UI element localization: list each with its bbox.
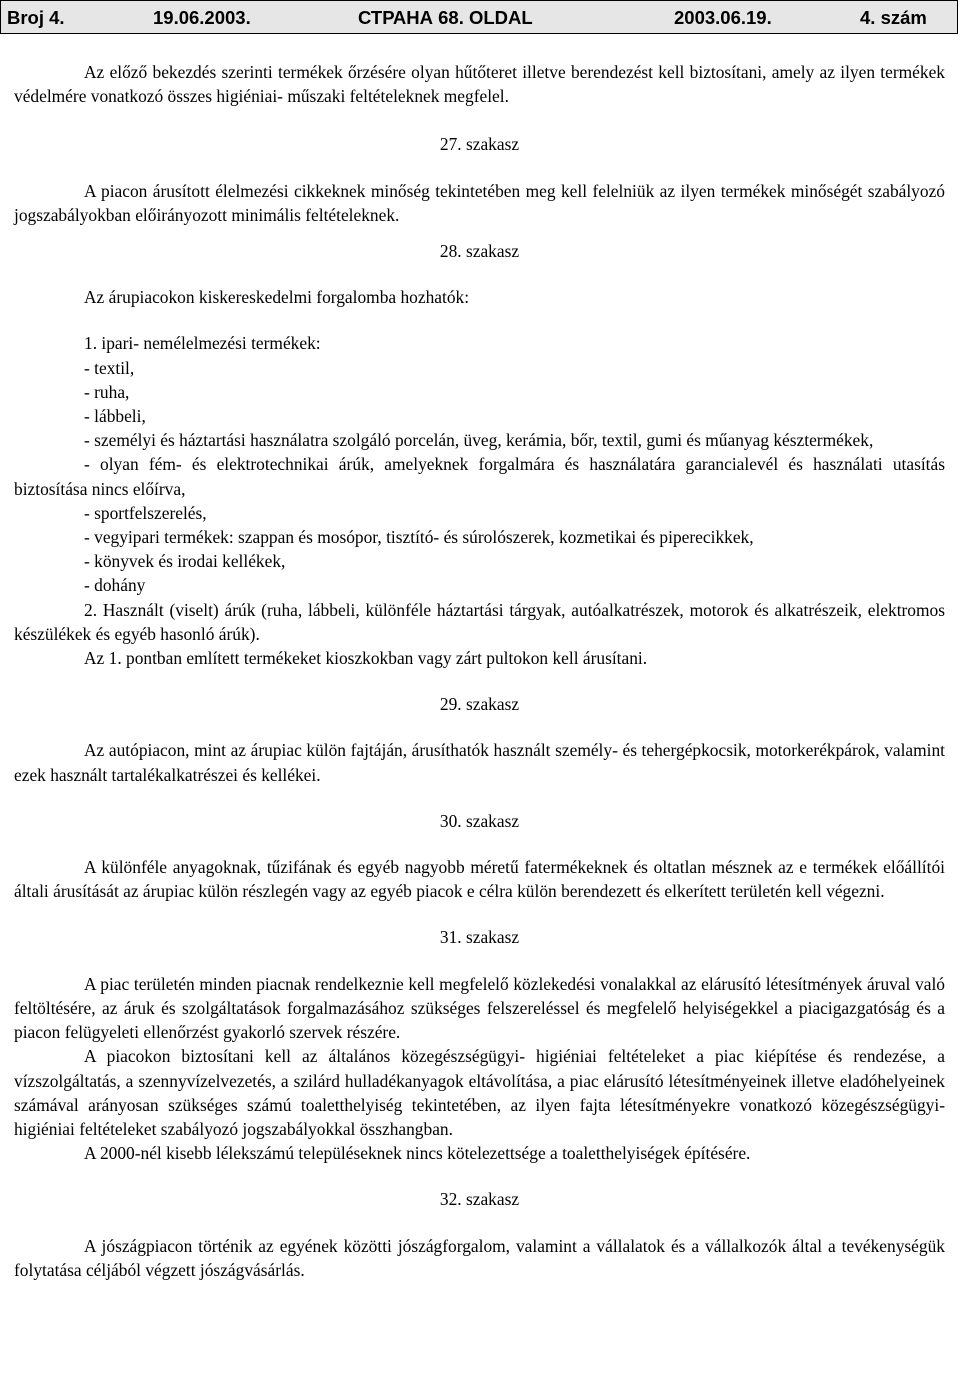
list-item: 2. Használt (viselt) árúk (ruha, lábbeli, különféle háztartási tárgyak, autóalkatrészek, motorok és alkatrészeik, elektromos készülékek és egyéb hasonló árúk). bbox=[14, 599, 945, 644]
paragraph: A különféle anyagoknak, tűzifának és egyéb nagyobb méretű fatermékeknek és oltatlan mésznek az e termékek előállítói általi árusítását az árupiac külön részlegén vagy az egyéb piacok e célra külön berendezett és elkerített területén kell végezni. bbox=[14, 857, 945, 902]
list-item: - olyan fém- és elektrotechnikai árúk, amelyeknek forgalmára és használatára garancialevél és használati utasítás biztosítása nincs előírva, bbox=[14, 454, 945, 499]
list-item: - könyvek és irodai kellékek, bbox=[84, 551, 286, 572]
list-item: - vegyipari termékek: szappan és mosópor, tisztító- és súrolószerek, kozmetikai és piperecikkek, bbox=[84, 527, 754, 548]
list-item: - textil, bbox=[84, 357, 135, 378]
list-item: - ruha, bbox=[84, 381, 130, 402]
document-body bbox=[14, 60, 945, 1282]
paragraph: Az autópiacon, mint az árupiac külön fajtáján, árusíthatók használt személy- és tehergépkocsik, motorkerékpárok, valamint ezek használt tartalékalkatrészei és kellékei. bbox=[14, 740, 945, 785]
section-heading-31: 31. szakasz bbox=[439, 927, 520, 948]
paragraph: A 2000-nél kisebb lélekszámú településeknek nincs kötelezettsége a toaletthelyiségek építésére. bbox=[84, 1143, 751, 1164]
header-issue-number: Broj 4. bbox=[7, 7, 65, 28]
header-date-iso: 2003.06.19. bbox=[674, 7, 772, 28]
page-header bbox=[0, 0, 958, 34]
section-heading-30: 30. szakasz bbox=[439, 810, 520, 831]
paragraph: A piacon árusított élelmezési cikkeknek minőség tekintetében meg kell felelniük az ilyen termékek minőségét szabályozó jogszabályokban előirányozott minimális feltételeknek. bbox=[14, 180, 945, 225]
list-item: - lábbeli, bbox=[84, 406, 146, 427]
section-heading-28: 28. szakasz bbox=[439, 241, 520, 262]
list-item: - személyi és háztartási használatra szolgáló porcelán, üveg, kerámia, bőr, textil, gumi és műanyag késztermékek, bbox=[84, 430, 874, 451]
list-item: 1. ipari- nemélelmezési termékek: bbox=[84, 333, 321, 354]
paragraph: Az árupiacokon kiskereskedelmi forgalomba hozhatók: bbox=[84, 287, 470, 308]
header-issue-szam: 4. szám bbox=[860, 7, 927, 28]
paragraph: A piac területén minden piacnak rendelkeznie kell megfelelő közlekedési vonalakkal az elárusító létesítmények áruval való feltöltésére, az áruk és szolgáltatások forgalmazásához szükséges felszereléssel és megfelelő helyiségekkel a piacigazgatóság és a piacon felügyeleti ellenőrzést gyakorló szervek részére. bbox=[14, 973, 945, 1043]
section-heading-27: 27. szakasz bbox=[439, 134, 520, 155]
paragraph: A jószágpiacon történik az egyének közötti jószágforgalom, valamint a vállalatok és a vállalkozók által a tevékenységük folytatása céljából végzett jószágvásárlás. bbox=[14, 1235, 945, 1280]
paragraph: Az előző bekezdés szerinti termékek őrzésére olyan hűtőteret illetve berendezést kell biztosítani, amely az ilyen termékek védelmére vonatkozó összes higiéniai- műszaki feltételeknek megfelel. bbox=[14, 62, 945, 107]
list-item: Az 1. pontban említett termékeket kioszkokban vagy zárt pultokon kell árusítani. bbox=[84, 648, 648, 669]
paragraph: A piacokon biztosítani kell az általános közegészségügyi- higiéniai feltételeket a piac kiépítése és rendezése, a vízszolgáltatás, a szennyvízelvezetés, a szilárd hulladékanyagok eltávolítása, a piac elárusító létesítményeinek illetve eladóhelyeinek számával arányosan szükséges számú toaletthelyiség tekintetében, az ilyen fajta létesítményekre vonatkozó közegészségügyi- higiéniai feltételeket szabályozó jogszabályokkal összhangban. bbox=[14, 1046, 945, 1139]
section-heading-29: 29. szakasz bbox=[439, 694, 520, 715]
section-heading-32: 32. szakasz bbox=[439, 1189, 520, 1210]
list-item: - dohány bbox=[84, 575, 146, 596]
header-date: 19.06.2003. bbox=[153, 7, 251, 28]
header-page-number: СТРАНА 68. OLDAL bbox=[358, 7, 533, 28]
list-item: - sportfelszerelés, bbox=[84, 502, 207, 523]
